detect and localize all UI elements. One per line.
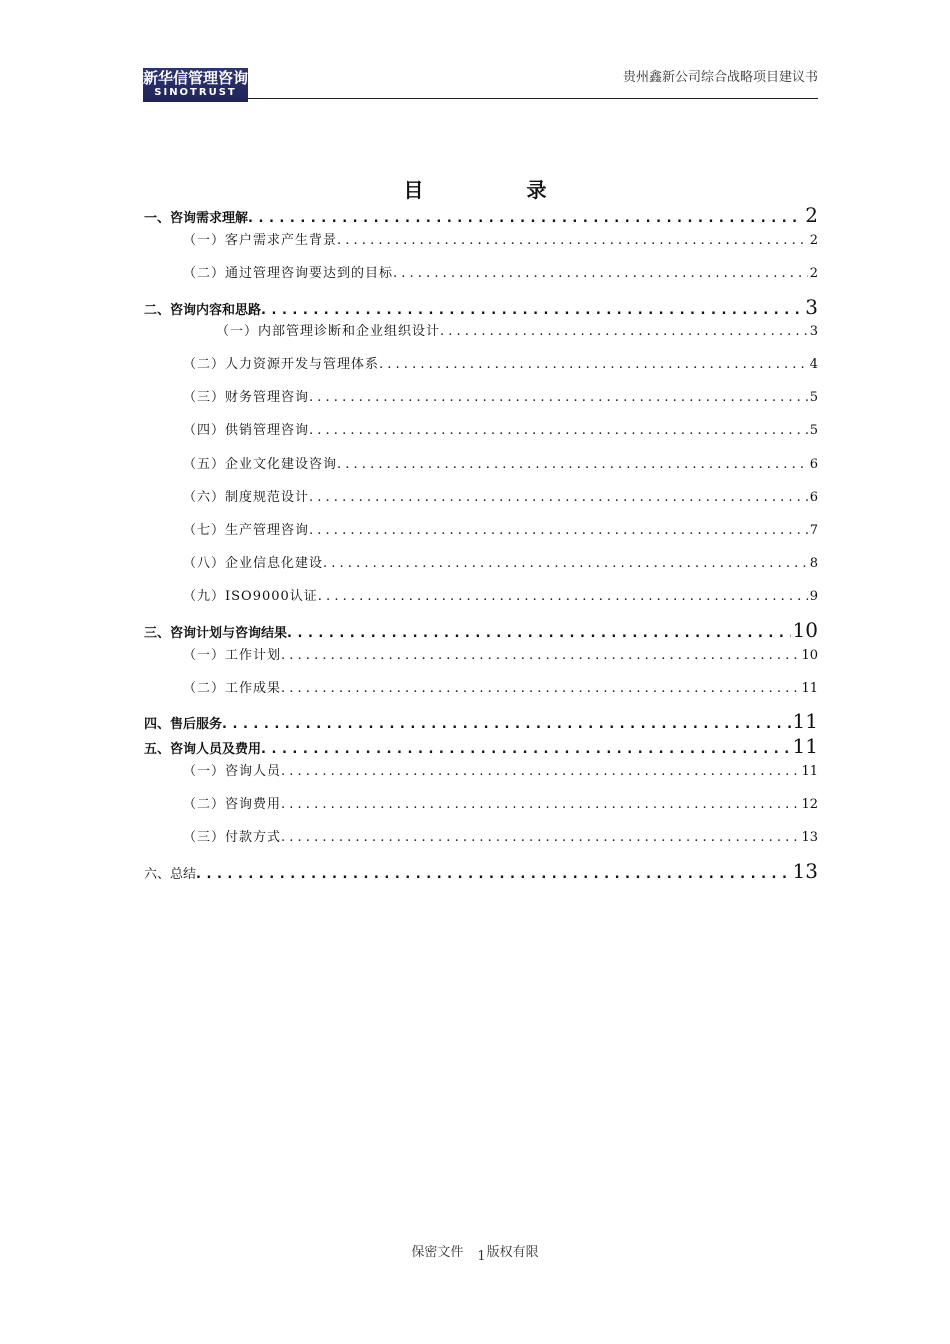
document-header-title: 贵州鑫新公司综合战略项目建议书 (622, 70, 818, 85)
toc-entry[interactable] (183, 644, 818, 663)
toc-entry-page: 3 (809, 324, 818, 339)
toc-entry-page: 6 (809, 490, 818, 505)
toc-entry-label: （七）生产管理咨询 (183, 523, 310, 538)
toc-entry-label: 三、咨询计划与咨询结果 (144, 626, 288, 641)
toc-entry-page: 6 (809, 457, 818, 472)
toc-leader-dots (287, 626, 791, 641)
toc-leader-dots (309, 490, 808, 505)
toc-entry-label: 二、咨询内容和思路 (144, 303, 262, 318)
toc-leader-dots (393, 266, 808, 281)
toc-entry-label: （一）工作计划 (183, 648, 282, 663)
toc-entry-page: 8 (809, 556, 818, 571)
toc-entry-label: 四、售后服务 (144, 717, 223, 732)
toc-entry-label: （八）企业信息化建设 (183, 556, 324, 571)
toc-entry-page: 4 (809, 357, 818, 372)
toc-entry-label: （二）通过管理咨询要达到的目标 (183, 266, 394, 281)
company-logo (143, 68, 248, 102)
logo-english-text: SINOTRUST (154, 87, 237, 98)
toc-leader-dots (261, 742, 791, 757)
toc-entry-label: （一）内部管理诊断和企业组织设计 (216, 324, 441, 339)
toc-entry[interactable] (183, 552, 818, 571)
toc-entry-page: 9 (809, 589, 818, 604)
toc-entry[interactable] (183, 262, 818, 281)
toc-leader-dots (337, 457, 808, 472)
toc-leader-dots (281, 648, 799, 663)
toc-entry[interactable] (183, 519, 818, 538)
toc-entry-page: 11 (801, 764, 818, 779)
toc-entry-label: （九）ISO9000认证 (183, 589, 318, 604)
toc-entry-section-6[interactable] (144, 859, 818, 883)
toc-entry-page: 13 (801, 830, 818, 845)
toc-entry-page: 10 (801, 648, 818, 663)
toc-entry[interactable] (183, 677, 818, 696)
toc-entry-label: （一）咨询人员 (183, 764, 282, 779)
toc-leader-dots (323, 556, 808, 571)
toc-leader-dots (248, 211, 803, 226)
toc-entry-label: （四）供销管理咨询 (183, 423, 310, 438)
toc-leader-dots (281, 681, 799, 696)
toc-title: 目 录 (403, 178, 595, 202)
page-number: 1 (477, 1249, 486, 1264)
toc-entry-page: 11 (792, 734, 818, 758)
toc-leader-dots (196, 867, 791, 882)
header-divider (248, 98, 818, 99)
toc-entry-page: 2 (809, 266, 818, 281)
toc-entry-label: （二）人力资源开发与管理体系 (183, 357, 380, 372)
toc-entry[interactable] (183, 353, 818, 372)
confidential-label: 保密文件 (411, 1245, 464, 1260)
toc-entry-page: 5 (809, 390, 818, 405)
toc-leader-dots (379, 357, 808, 372)
toc-entry[interactable] (183, 760, 818, 779)
toc-entry-page: 12 (801, 797, 818, 812)
toc-entry[interactable] (183, 386, 818, 405)
toc-entry-label: （一）客户需求产生背景 (183, 233, 338, 248)
toc-entry-page: 13 (792, 859, 818, 883)
toc-entry-label: 五、咨询人员及费用 (144, 742, 262, 757)
toc-entry-page: 11 (801, 681, 818, 696)
toc-leader-dots (318, 589, 808, 604)
toc-entry-label: （二）咨询费用 (183, 797, 282, 812)
toc-entry-label: （六）制度规范设计 (183, 490, 310, 505)
toc-entry-section-2[interactable] (144, 295, 818, 319)
toc-entry[interactable] (216, 320, 818, 339)
toc-entry-label: 一、咨询需求理解 (144, 211, 249, 226)
toc-entry-section-4[interactable] (144, 709, 818, 733)
toc-entry[interactable] (183, 585, 818, 604)
toc-entry-page: 3 (805, 295, 818, 319)
toc-entry[interactable] (183, 793, 818, 812)
logo-chinese-text: 新华信管理咨询 (143, 69, 249, 87)
toc-entry-label: （五）企业文化建设咨询 (183, 457, 338, 472)
toc-entry-label: （三）付款方式 (183, 830, 282, 845)
toc-leader-dots (281, 797, 799, 812)
toc-entry-page: 2 (805, 203, 818, 227)
toc-entry-page: 11 (792, 709, 818, 733)
toc-entry-label: （二）工作成果 (183, 681, 282, 696)
toc-leader-dots (261, 303, 803, 318)
toc-entry-page: 2 (809, 233, 818, 248)
toc-entry-section-1[interactable] (144, 203, 818, 227)
toc-entry[interactable] (183, 486, 818, 505)
toc-leader-dots (440, 324, 808, 339)
toc-entry-section-3[interactable] (144, 618, 818, 642)
toc-entry[interactable] (183, 826, 818, 845)
toc-entry-page: 10 (792, 618, 818, 642)
toc-leader-dots (309, 523, 808, 538)
copyright-label: 版权有限 (486, 1245, 539, 1260)
toc-entry-label: （三）财务管理咨询 (183, 390, 310, 405)
toc-entry[interactable] (183, 453, 818, 472)
toc-leader-dots (309, 423, 808, 438)
toc-leader-dots (337, 233, 808, 248)
toc-entry[interactable] (183, 229, 818, 248)
toc-entry[interactable] (183, 419, 818, 438)
toc-leader-dots (281, 830, 799, 845)
page-footer (0, 1241, 950, 1264)
toc-entry-label: 六、总结 (144, 867, 197, 882)
toc-entry-section-5[interactable] (144, 734, 818, 758)
toc-leader-dots (222, 717, 791, 732)
toc-entry-page: 5 (809, 423, 818, 438)
toc-leader-dots (281, 764, 799, 779)
toc-leader-dots (309, 390, 808, 405)
toc-entry-page: 7 (809, 523, 818, 538)
